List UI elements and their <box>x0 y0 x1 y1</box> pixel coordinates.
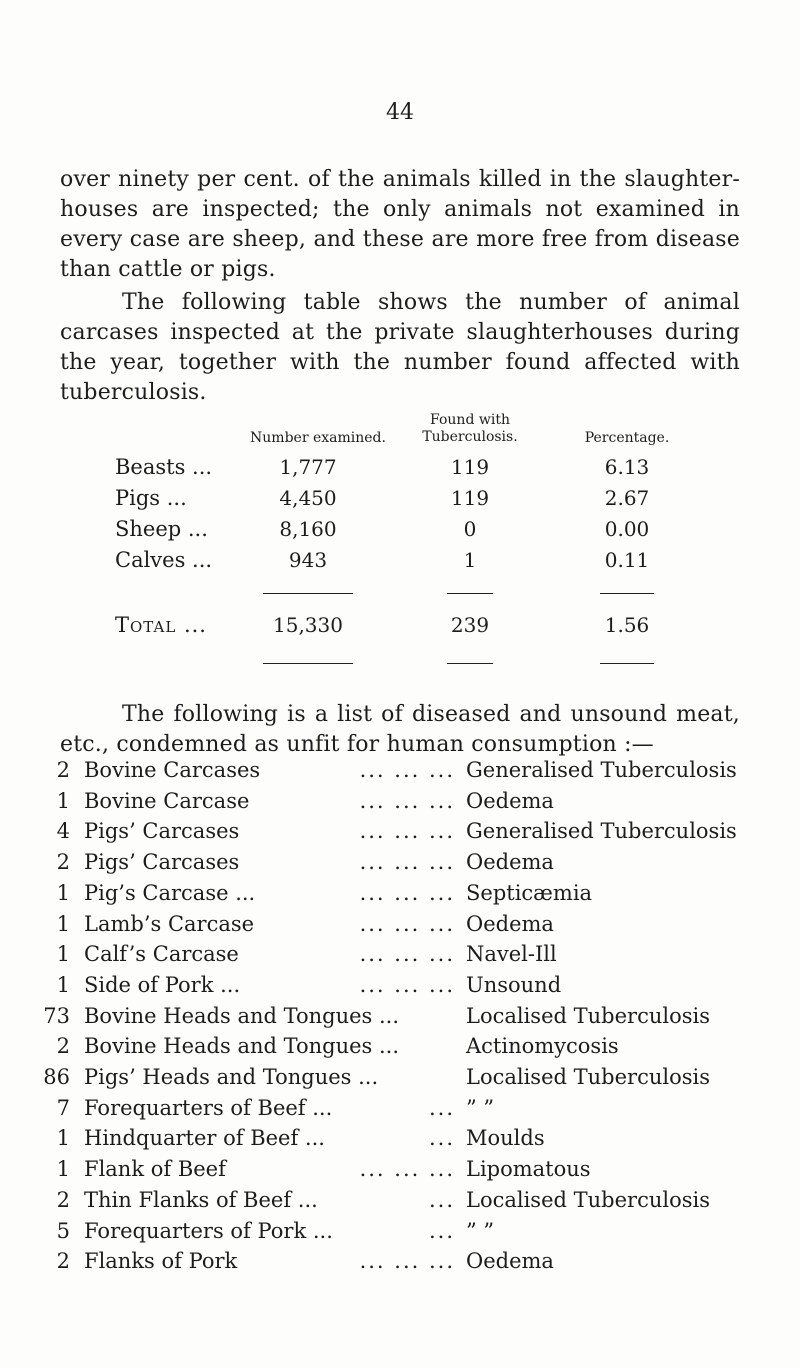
table-row <box>0 517 800 547</box>
item-description: Bovine Carcases <box>84 758 261 782</box>
list-item <box>0 1219 800 1249</box>
item-quantity: 2 <box>56 1249 70 1274</box>
text-line: than cattle or pigs. <box>60 257 276 282</box>
item-reason: Oedema <box>466 1249 554 1274</box>
examined-cell: 8,160 <box>279 517 337 541</box>
item-quantity: 2 <box>56 758 70 782</box>
item-reason: Lipomatous <box>466 1157 591 1182</box>
percentage-cell: 0.00 <box>604 517 650 541</box>
item-description: Bovine Heads and Tongues ... <box>84 1034 400 1059</box>
total-label: Total ... <box>115 613 207 637</box>
list-item <box>0 1004 800 1034</box>
list-item <box>0 758 800 788</box>
leader-dots: ... <box>428 1126 455 1151</box>
item-description: Calf’s Carcase <box>84 942 239 967</box>
list-item <box>0 1096 800 1126</box>
item-reason: Septicæmia <box>466 880 593 905</box>
total-rule <box>600 663 654 664</box>
item-description: Bovine Heads and Tongues ... <box>84 1003 400 1028</box>
leader-dots: ... ... ... <box>359 1157 455 1182</box>
text-line: tuberculosis. <box>60 380 207 405</box>
leader-dots: ... ... ... <box>359 911 455 936</box>
item-quantity: 73 <box>43 1003 70 1028</box>
item-quantity: 2 <box>56 1187 70 1212</box>
item-quantity: 1 <box>56 788 70 813</box>
item-reason: Actinomycosis <box>466 1034 619 1059</box>
list-item <box>0 819 800 849</box>
list-item <box>0 789 800 819</box>
row-label: Beasts ... <box>115 455 213 479</box>
item-description: Flanks of Pork <box>84 1249 238 1274</box>
list-item <box>0 1188 800 1218</box>
item-description: Forequarters of Pork ... <box>84 1218 333 1243</box>
item-quantity: 86 <box>43 1065 70 1089</box>
item-description: Thin Flanks of Beef ... <box>84 1187 318 1212</box>
item-description: Bovine Carcase <box>84 788 250 813</box>
list-item <box>0 1034 800 1064</box>
examined-cell: 1,777 <box>279 455 337 479</box>
item-quantity: 1 <box>56 972 70 997</box>
item-quantity: 1 <box>56 942 70 967</box>
row-label: Pigs ... <box>115 486 187 510</box>
percentage-cell: 2.67 <box>604 486 650 510</box>
text-line: The following is a list of diseased and unsound meat, <box>122 702 740 727</box>
table-row <box>0 455 800 485</box>
list-intro-paragraph <box>60 700 740 760</box>
list-item <box>0 1157 800 1187</box>
leader-dots: ... <box>428 1218 455 1243</box>
list-item <box>0 973 800 1003</box>
row-label: Sheep ... <box>115 517 208 541</box>
list-item <box>0 1249 800 1279</box>
list-item <box>0 1126 800 1156</box>
percentage-cell: 0.11 <box>604 548 650 572</box>
header-percentage: Percentage. <box>584 430 670 446</box>
item-quantity: 1 <box>56 1126 70 1151</box>
header-found-with-tuberculosis: Found with Tuberculosis. <box>422 412 518 445</box>
text-line: etc., condemned as unfit for human consumption :— <box>60 732 654 757</box>
item-description: Side of Pork ... <box>84 972 241 997</box>
subtotal-rule <box>600 593 654 594</box>
item-reason: Localised Tuberculosis <box>466 1003 710 1028</box>
leader-dots: ... ... ... <box>359 972 455 997</box>
list-item <box>0 1065 800 1095</box>
leader-dots: ... ... ... <box>359 788 455 813</box>
item-quantity: 1 <box>56 880 70 905</box>
item-quantity: 7 <box>56 1095 70 1120</box>
table-intro-paragraph <box>60 288 740 408</box>
item-quantity: 2 <box>56 1034 70 1059</box>
leader-dots: ... ... ... <box>359 758 455 782</box>
total-percentage: 1.56 <box>604 613 650 637</box>
page-number: 44 <box>386 100 414 125</box>
item-description: Pigs’ Carcases <box>84 850 240 875</box>
found-cell: 119 <box>450 455 490 479</box>
total-found: 239 <box>450 613 490 637</box>
found-cell: 119 <box>450 486 490 510</box>
leader-dots: ... <box>428 1095 455 1120</box>
leader-dots: ... ... ... <box>359 819 455 844</box>
item-quantity: 4 <box>56 819 70 844</box>
text-line: over ninety per cent. of the animals killed in the slaughter- <box>60 167 740 192</box>
item-reason: Generalised Tuberculosis <box>466 758 737 782</box>
text-line: every case are sheep, and these are more free from disease <box>60 227 740 252</box>
item-quantity: 5 <box>56 1218 70 1243</box>
row-label: Calves ... <box>115 548 213 572</box>
total-rule <box>447 663 493 664</box>
item-reason: Generalised Tuberculosis <box>466 819 737 844</box>
item-quantity: 2 <box>56 850 70 875</box>
item-quantity: 1 <box>56 1157 70 1182</box>
list-item <box>0 850 800 880</box>
text-line: the year, together with the number found affected with <box>60 350 740 375</box>
leader-dots: ... ... ... <box>359 1249 455 1274</box>
item-description: Lamb’s Carcase <box>84 911 255 936</box>
text-line: houses are inspected; the only animals not examined in <box>60 197 740 222</box>
text-line: carcases inspected at the private slaughterhouses during <box>60 320 740 345</box>
list-item <box>0 942 800 972</box>
header-number-examined: Number examined. <box>250 430 386 446</box>
item-reason: ” ” <box>466 1095 495 1120</box>
item-description: Pigs’ Carcases <box>84 819 240 844</box>
item-reason: Oedema <box>466 788 554 813</box>
item-reason: Unsound <box>466 972 562 997</box>
table-row <box>0 486 800 516</box>
found-cell: 1 <box>463 548 477 572</box>
found-cell: 0 <box>463 517 477 541</box>
item-description: Pigs’ Heads and Tongues ... <box>84 1065 379 1089</box>
item-description: Hindquarter of Beef ... <box>84 1126 325 1151</box>
leader-dots: ... ... ... <box>359 880 455 905</box>
item-description: Flank of Beef <box>84 1157 226 1182</box>
subtotal-rule <box>447 593 493 594</box>
item-reason: Localised Tuberculosis <box>466 1065 710 1089</box>
list-item <box>0 881 800 911</box>
item-reason: Navel-Ill <box>466 942 557 967</box>
leader-dots: ... ... ... <box>359 850 455 875</box>
total-rule <box>263 663 353 664</box>
total-examined: 15,330 <box>273 613 343 637</box>
table-row <box>0 548 800 578</box>
item-quantity: 1 <box>56 911 70 936</box>
leader-dots: ... <box>428 1187 455 1212</box>
item-reason: Oedema <box>466 911 554 936</box>
intro-paragraph <box>60 165 740 285</box>
item-reason: Localised Tuberculosis <box>466 1187 710 1212</box>
text-line: The following table shows the number of animal <box>122 290 740 315</box>
item-description: Pig’s Carcase ... <box>84 880 256 905</box>
leader-dots: ... ... ... <box>359 942 455 967</box>
item-description: Forequarters of Beef ... <box>84 1095 333 1120</box>
percentage-cell: 6.13 <box>604 455 650 479</box>
table-total-row <box>0 613 800 643</box>
examined-cell: 4,450 <box>279 486 337 510</box>
examined-cell: 943 <box>288 548 328 572</box>
list-item <box>0 912 800 942</box>
subtotal-rule <box>263 593 353 594</box>
item-reason: Moulds <box>466 1126 545 1151</box>
item-reason: Oedema <box>466 850 554 875</box>
item-reason: ” ” <box>466 1218 495 1243</box>
